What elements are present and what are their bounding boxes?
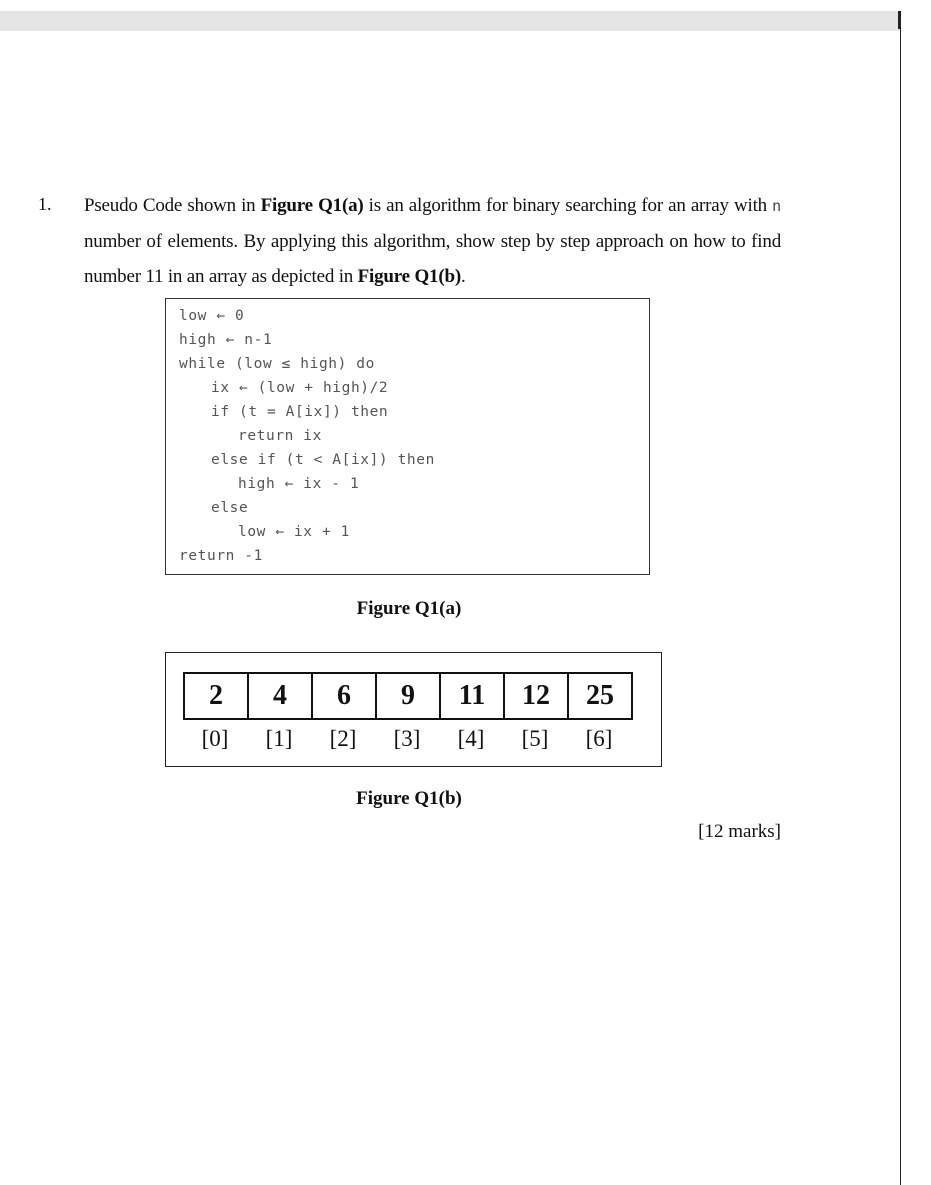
question-text-part2: is an algorithm for binary searching for an array with	[363, 195, 773, 216]
question-text	[84, 188, 781, 294]
code-line: while (low ≤ high) do	[179, 356, 375, 372]
array-cell: 12	[505, 674, 569, 718]
figure-a-reference: Figure Q1(a)	[260, 195, 364, 216]
array-index: [2]	[329, 726, 357, 751]
code-line: return -1	[179, 548, 263, 564]
scrollbar-thumb[interactable]	[898, 11, 901, 29]
code-line: low ← ix + 1	[238, 524, 350, 540]
marks-label: [12 marks]	[698, 821, 781, 842]
question-text-part3: number of elements. By applying this algorithm, show step by step approach on how to find number 11 in an array as depicted in	[84, 231, 781, 287]
array-cells	[183, 672, 633, 720]
variable-n: n	[772, 197, 781, 215]
code-line: return ix	[238, 428, 322, 444]
array-cell: 11	[441, 674, 505, 718]
array-index: [3]	[393, 726, 421, 751]
array-index: [6]	[585, 726, 613, 751]
array-cell: 9	[377, 674, 441, 718]
figure-a-caption: Figure Q1(a)	[356, 598, 462, 619]
array-cell: 25	[586, 680, 614, 711]
code-line: else if (t < A[ix]) then	[211, 452, 435, 468]
code-line: high ← ix - 1	[238, 476, 360, 492]
code-line: else	[211, 500, 249, 516]
code-line: ix ← (low + high)/2	[211, 380, 389, 396]
array-cell: 4	[249, 674, 313, 718]
figure-b-reference: Figure Q1(b)	[357, 266, 461, 287]
question-number: 1.	[38, 194, 52, 214]
array-index: [0]	[201, 726, 229, 751]
array-index-row	[183, 726, 631, 752]
question-text-part4: .	[460, 266, 466, 287]
viewer-right-border	[900, 11, 901, 1185]
figure-b-caption: Figure Q1(b)	[356, 788, 462, 809]
array-cell: 6	[313, 674, 377, 718]
code-line: high ← n-1	[179, 332, 273, 348]
code-line: low ← 0	[179, 308, 245, 324]
array-index: [1]	[265, 726, 293, 751]
question-text-part1: Pseudo Code shown in	[84, 195, 261, 216]
array-index: [5]	[521, 726, 549, 751]
array-cell: 2	[185, 674, 249, 718]
array-index: [4]	[457, 726, 485, 751]
viewer-top-bar	[0, 11, 900, 31]
viewer-right-gutter	[900, 0, 931, 1185]
code-line: if (t = A[ix]) then	[211, 404, 389, 420]
